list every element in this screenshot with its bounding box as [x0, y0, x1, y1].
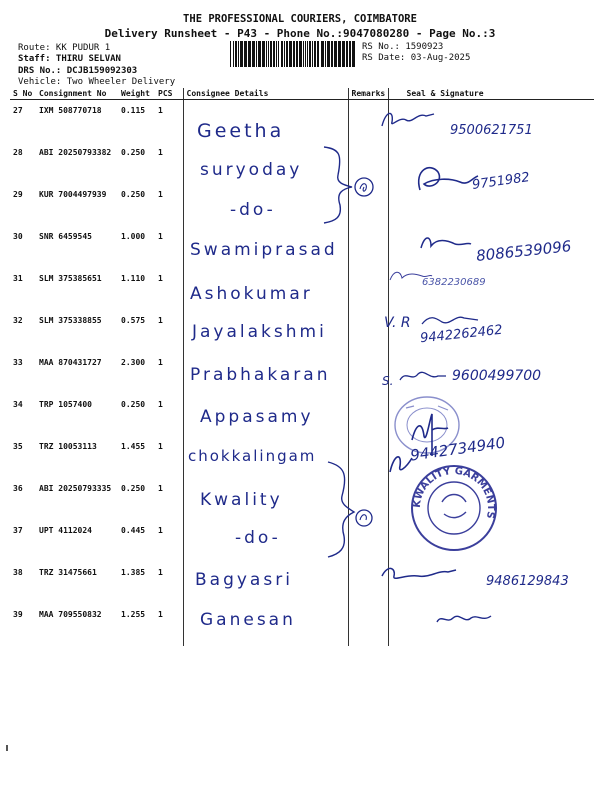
barcode-bar [317, 41, 319, 67]
consignee-name-handwritten: Bagyasri [195, 570, 293, 590]
barcode-bar [303, 41, 304, 67]
barcode-bar [327, 41, 330, 67]
remarks-cell [348, 604, 388, 646]
barcode-bar [256, 41, 257, 67]
barcode-bar [248, 41, 251, 67]
col-weight-header: Weight [118, 88, 155, 100]
barcode-bar [266, 41, 267, 67]
signature-initials: V. R [384, 315, 411, 331]
consignee-name-handwritten: chokkalingam [188, 447, 317, 465]
consignment-cell: TRP 1057400 [39, 400, 92, 409]
consignee-name-handwritten: Swamiprasad [190, 240, 338, 260]
barcode-bar [305, 41, 306, 67]
barcode-bar [312, 41, 313, 67]
table-row [10, 604, 594, 646]
weight-cell: 0.575 [121, 316, 146, 325]
signature-mark [398, 368, 448, 386]
barcode-bar [352, 41, 355, 67]
consignment-cell: SNR 6459545 [39, 232, 92, 241]
consignment-cell: TRZ 31475661 [39, 568, 97, 577]
col-pcs-header: PCS [155, 88, 183, 100]
margin-tick [6, 745, 8, 751]
sno-cell: 33 [13, 358, 23, 367]
consignee-name-handwritten: Ashokumar [190, 284, 313, 304]
weight-cell: 0.250 [121, 484, 146, 493]
table-row [10, 478, 594, 520]
pcs-cell: 1 [158, 190, 163, 199]
weight-cell: 0.250 [121, 148, 146, 157]
table-row [10, 520, 594, 562]
sno-cell: 37 [13, 526, 23, 535]
consignment-cell: MAA 870431727 [39, 358, 102, 367]
weight-cell: 0.445 [121, 526, 146, 535]
consignee-name-handwritten: Kwality [200, 490, 283, 510]
signature-mark [378, 560, 458, 584]
pcs-cell: 1 [158, 526, 163, 535]
rs-date-label: RS Date: 03-Aug-2025 [362, 53, 471, 63]
weight-cell: 1.110 [121, 274, 146, 283]
weight-cell: 1.000 [121, 232, 146, 241]
barcode-bar [233, 41, 234, 67]
consignment-cell: MAA 709550832 [39, 610, 102, 619]
sno-cell: 38 [13, 568, 23, 577]
remarks-cell [348, 268, 388, 310]
barcode-bar [258, 41, 261, 67]
consignment-cell: KUR 7004497939 [39, 190, 107, 199]
barcode-bar [240, 41, 243, 67]
weight-cell: 1.385 [121, 568, 146, 577]
sno-cell: 28 [13, 148, 23, 157]
consignment-cell: UPT 4112024 [39, 526, 92, 535]
pcs-cell: 1 [158, 400, 163, 409]
consignee-name-handwritten: Prabhakaran [190, 365, 331, 385]
company-seal-stamp [408, 462, 500, 554]
barcode-bar [268, 41, 269, 67]
weight-cell: 1.255 [121, 610, 146, 619]
barcode-bar [331, 41, 333, 67]
pcs-cell: 1 [158, 316, 163, 325]
barcode [229, 41, 357, 67]
seal-text: KWALITY GARMENTS [411, 465, 497, 520]
consignment-cell: IXM 508770718 [39, 106, 102, 115]
remarks-cell [348, 310, 388, 352]
weight-cell: 1.455 [121, 442, 146, 451]
signature-phone: 9751982 [471, 170, 531, 193]
consignment-cell: SLM 375338855 [39, 316, 102, 325]
pcs-cell: 1 [158, 484, 163, 493]
company-title: THE PROFESSIONAL COURIERS, COIMBATORE [183, 13, 417, 25]
vehicle-label: Vehicle: Two Wheeler Delivery [18, 77, 176, 87]
barcode-bar [334, 41, 337, 67]
signature-phone: 8086539096 [475, 237, 573, 265]
signature-mark [417, 230, 473, 254]
barcode-bar [346, 41, 348, 67]
table-header-row [10, 88, 594, 100]
sno-cell: 36 [13, 484, 23, 493]
remarks-cell [348, 226, 388, 268]
barcode-bar [307, 41, 308, 67]
svg-text:KWALITY GARMENTS [412, 466, 496, 520]
pcs-cell: 1 [158, 274, 163, 283]
consignee-name-handwritten: -do- [235, 528, 281, 548]
barcode-bar [244, 41, 247, 67]
consignment-cell: ABI 20250793335 [39, 484, 112, 493]
sno-cell: 32 [13, 316, 23, 325]
barcode-bar [235, 41, 237, 67]
consignment-cell: ABI 20250793382 [39, 148, 112, 157]
signature-phone: 9600499700 [452, 368, 542, 384]
consignee-name-handwritten: -do- [230, 200, 276, 220]
barcode-bar [338, 41, 341, 67]
col-remarks-header: Remarks [348, 88, 388, 100]
col-sno-header: S No [10, 88, 36, 100]
pcs-cell: 1 [158, 442, 163, 451]
consignee-name-handwritten: suryoday [200, 160, 303, 180]
barcode-bar [284, 41, 285, 67]
staff-label: Staff: THIRU SELVAN [18, 54, 121, 64]
sno-cell: 27 [13, 106, 23, 115]
pcs-cell: 1 [158, 148, 163, 157]
signature-phone: 9442734940 [409, 433, 507, 465]
barcode-bar [286, 41, 288, 67]
signature-phone: 6382230689 [422, 277, 486, 288]
barcode-bar [273, 41, 275, 67]
barcode-bar [238, 41, 239, 67]
pcs-cell: 1 [158, 232, 163, 241]
barcode-bar [278, 41, 279, 67]
barcode-bar [230, 41, 231, 67]
barcode-bar [349, 41, 351, 67]
weight-cell: 0.250 [121, 190, 146, 199]
signature-initials: S. [382, 374, 394, 388]
sno-cell: 34 [13, 400, 23, 409]
col-consignee-header: Consignee Details [183, 88, 348, 100]
barcode-bar [262, 41, 265, 67]
consignee-name-handwritten: Appasamy [200, 407, 314, 427]
weight-cell: 2.300 [121, 358, 146, 367]
signature-phone: 9442262462 [419, 322, 504, 347]
barcode-bar [293, 41, 295, 67]
pcs-cell: 1 [158, 568, 163, 577]
drs-label: DRS No.: DCJB159092303 [18, 66, 138, 76]
barcode-bar [296, 41, 298, 67]
consignee-name-handwritten: Geetha [197, 120, 285, 142]
consignment-cell: TRZ 10053113 [39, 442, 97, 451]
runsheet-subtitle: Delivery Runsheet - P43 - Phone No.:9047080280 - Page No.:3 [104, 27, 496, 40]
brace-scribble [322, 145, 382, 225]
barcode-bar [321, 41, 324, 67]
barcode-bar [299, 41, 302, 67]
barcode-bar [289, 41, 292, 67]
col-signature-header: Seal & Signature [388, 88, 594, 100]
pcs-cell: 1 [158, 610, 163, 619]
brace-scribble [326, 460, 382, 560]
barcode-bar [276, 41, 277, 67]
barcode-bar [281, 41, 283, 67]
barcode-bar [252, 41, 255, 67]
col-consignment-header: Consignment No [36, 88, 118, 100]
rs-no-label: RS No.: 1590923 [362, 42, 444, 52]
weight-cell: 0.115 [121, 106, 146, 115]
barcode-bar [342, 41, 345, 67]
signature-phone: 9500621751 [450, 123, 533, 138]
sno-cell: 30 [13, 232, 23, 241]
barcode-bar [270, 41, 272, 67]
consignee-name-handwritten: Ganesan [200, 610, 296, 630]
pcs-cell: 1 [158, 358, 163, 367]
barcode-bar [309, 41, 311, 67]
sno-cell: 29 [13, 190, 23, 199]
weight-cell: 0.250 [121, 400, 146, 409]
signature-mark [435, 610, 495, 630]
barcode-bar [325, 41, 326, 67]
sno-cell: 39 [13, 610, 23, 619]
signature-mark [378, 106, 438, 132]
route-label: Route: KK PUDUR 1 [18, 43, 111, 53]
sno-cell: 31 [13, 274, 23, 283]
signature-phone: 9486129843 [486, 574, 569, 589]
pcs-cell: 1 [158, 106, 163, 115]
consignee-name-handwritten: Jayalakshmi [192, 322, 327, 342]
remarks-cell [348, 394, 388, 436]
consignment-cell: SLM 375385651 [39, 274, 102, 283]
table-row [10, 184, 594, 226]
sno-cell: 35 [13, 442, 23, 451]
barcode-bar [314, 41, 316, 67]
